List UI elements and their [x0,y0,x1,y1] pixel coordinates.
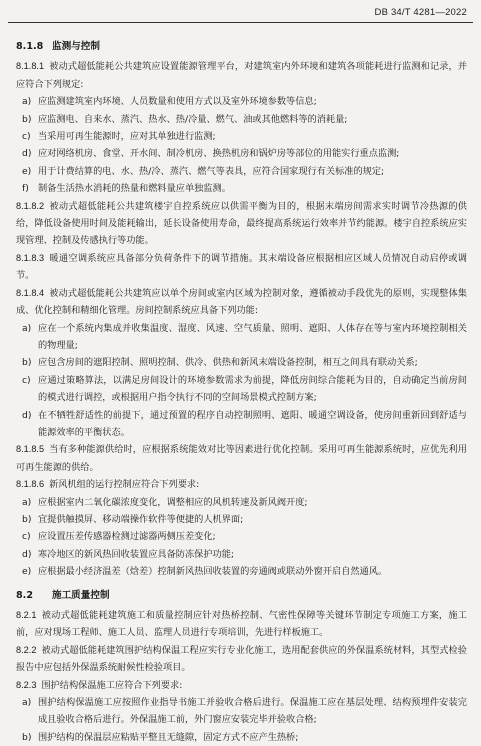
list-item-text: 应监测电、自来水、蒸汽、热水、热/冷量、燃气、油或其他燃料等的消耗量; [38,113,348,125]
list-item-text: 应通过策略算法，以满足房间设计的环境参数需求为前提，降低房间综合能耗为目的，自动确定当前房间的模式进行调控，或根据用户指令执行不同的空间场景模式控制方案; [38,374,467,404]
clause-paragraph [16,677,467,694]
clause-paragraph [16,642,467,677]
clause-number: 8.1.8.6 [16,479,45,490]
list-item-text: 应包含房间的遮阳控制、照明控制、供冷、供热和新风末端设备控制，相互之间具有联动关系; [38,357,418,369]
list-item-text: 应在一个系统内集成并收集温度、湿度、风速、空气质量、照明、遮阳、人体存在等与室内环境控制相关的物理量; [38,322,467,351]
clause-paragraph [16,58,467,93]
clause-paragraph [16,250,467,285]
list-item [16,128,467,145]
section-number: 8.2 [16,589,33,601]
list-item [16,494,467,511]
list-item-marker: f) [22,183,29,195]
list-item-marker: e) [22,566,32,578]
list-item-marker: b) [22,113,32,125]
clause-number: 8.1.8.2 [16,200,45,211]
document-body [16,38,467,746]
list-item-marker: b) [22,731,32,743]
list-item-marker: c) [22,531,31,543]
list-item-text: 在不牺牲舒适性的前提下，通过预置的程序自动控制照明、遮阳、暖通空调设备，使房间重新回到舒适与能源效率的平衡状态。 [38,409,467,438]
list-item-marker: b) [22,357,32,369]
list-item [16,694,467,729]
clause-paragraph [16,607,467,642]
list-item-text: 围护结构的保温层应粘贴平整且无缝隙，固定方式不应产生热桥; [38,731,299,743]
clause-number: 8.1.8.5 [16,444,45,455]
list-item-text: 当采用可再生能源时，应对其单独进行监测; [38,131,216,143]
list-item [16,563,467,580]
clause-text: 被动式超低能耗公共建筑楼宇自控系统应以供需平衡为目的，根据末端房间需求实时调节冷热源的供给，降低设备使用时间及能耗输出，延长设备使用寿命，最终提高系统运行效率并节约能源。楼宇自控系统应实现管理、控制及传感执行等功能。 [16,200,467,247]
list-item-marker: a) [22,96,32,108]
list-item-text: 应根据最小经济温差（焓差）控制新风热回收装置的旁通阀或联动外窗开启自然通风。 [38,566,388,578]
list-item-text: 制备生活热水消耗的热量和燃料量应单独监测。 [38,183,231,195]
list-item-marker: c) [22,131,31,143]
list-item-text: 寒冷地区的新风热回收装置应具备防冻保护功能; [38,548,235,560]
list-item-marker: a) [22,322,32,334]
clause-text: 被动式超低能耗建筑围护结构保温工程应实行专业化施工，选用配套供应的外保温系统材料，其型式检验报告中应包括外保温系统耐候性检验项目。 [16,644,467,674]
list-item-marker: a) [22,697,32,709]
list-item [16,354,467,371]
clause-number: 8.2.2 [16,644,37,655]
list-item-text: 应根据室内二氧化碳浓度变化，调整相应的风机转速及新风阀开度; [38,496,308,508]
list-item [16,407,467,442]
list-item-text: 宜提供触摸屏、移动端操作软件等便捷的人机界面; [38,513,244,525]
list-item-text: 用于计费结算的电、水、热/冷、蒸汽、燃气等表具，应符合国家现行有关标准的规定; [38,165,385,177]
list-item [16,372,467,407]
clause-text: 暖通空调系统应具备部分负荷条件下的调节措施。其末端设备应根据相应区域人员情况自动启停或调节。 [16,252,467,282]
document-code: DB 34/T 4281—2022 [374,7,467,18]
clause-text: 当有多种能源供给时，应根据系统能效对比等因素进行优化控制。采用可再生能源系统时，应优先利用可再生能源的供给。 [16,444,467,473]
list-item-marker: d) [22,409,32,421]
list-item [16,320,467,355]
section-heading [16,38,467,55]
list-item [16,729,467,746]
list-item [16,528,467,545]
clause-text: 新风机组的运行控制应符合下列要求: [49,479,200,491]
header-rule [8,22,473,23]
clause-paragraph [16,285,467,320]
list-item-text: 应监测建筑室内环境、人员数量和使用方式以及室外环境参数等信息; [38,96,317,108]
list-item [16,93,467,110]
clause-paragraph [16,476,467,493]
clause-paragraph [16,198,467,250]
list-item-marker: e) [22,165,32,177]
list-item [16,111,467,128]
list-item-marker: d) [22,148,32,160]
list-item-marker: c) [22,374,31,386]
section-heading [16,587,467,604]
clause-number: 8.2.1 [16,610,37,620]
clause-number: 8.2.3 [16,679,37,690]
section-title: 监测与控制 [52,41,100,52]
section-title: 施工质量控制 [52,589,110,601]
clause-text: 被动式超低能耗建筑施工和质量控制应针对热桥控制、气密性保障等关键环节制定专项施工方案，施工前，应对现场工程师、施工人员、监理人员进行专项培训，先进行样板施工。 [16,610,467,639]
list-item-text: 应对网络机房、食堂、开水间、制冷机房、换热机房和锅炉房等部位的用能实行重点监测; [38,148,400,160]
list-item [16,163,467,180]
list-item-text: 围护结构保温施工应按照作业指导书施工并验收合格后进行。保温施工应在基层处理、结构预埋件安装完成且验收合格后进行。外保温施工前，外门窗应安装完毕并验收合格; [38,697,467,726]
list-item [16,180,467,197]
list-item-marker: b) [22,513,32,525]
clause-paragraph [16,441,467,476]
clause-text: 被动式超低能耗公共建筑应设置能源管理平台，对建筑室内外环境和建筑各项能耗进行监测和记录，并应符合下列规定: [16,61,467,90]
list-item [16,546,467,563]
clause-number: 8.1.8.4 [16,287,45,298]
list-item-marker: d) [22,548,32,560]
clause-text: 被动式超低能耗公共建筑应以单个房间或室内区域为控制对象，遵循被动手段优先的原则，实现整体集成、优化控制和精细化管理。房间控制系统应具备下列功能: [16,287,467,317]
clause-number: 8.1.8.1 [16,61,45,72]
section-number: 8.1.8 [16,41,44,52]
list-item-text: 应设置压差传感器检测过滤器两侧压差变化; [38,531,216,543]
list-item [16,511,467,528]
clause-text: 围护结构保温施工应符合下列要求: [41,679,183,691]
list-item [16,145,467,162]
clause-number: 8.1.8.3 [16,252,45,263]
list-item-marker: a) [22,496,32,508]
